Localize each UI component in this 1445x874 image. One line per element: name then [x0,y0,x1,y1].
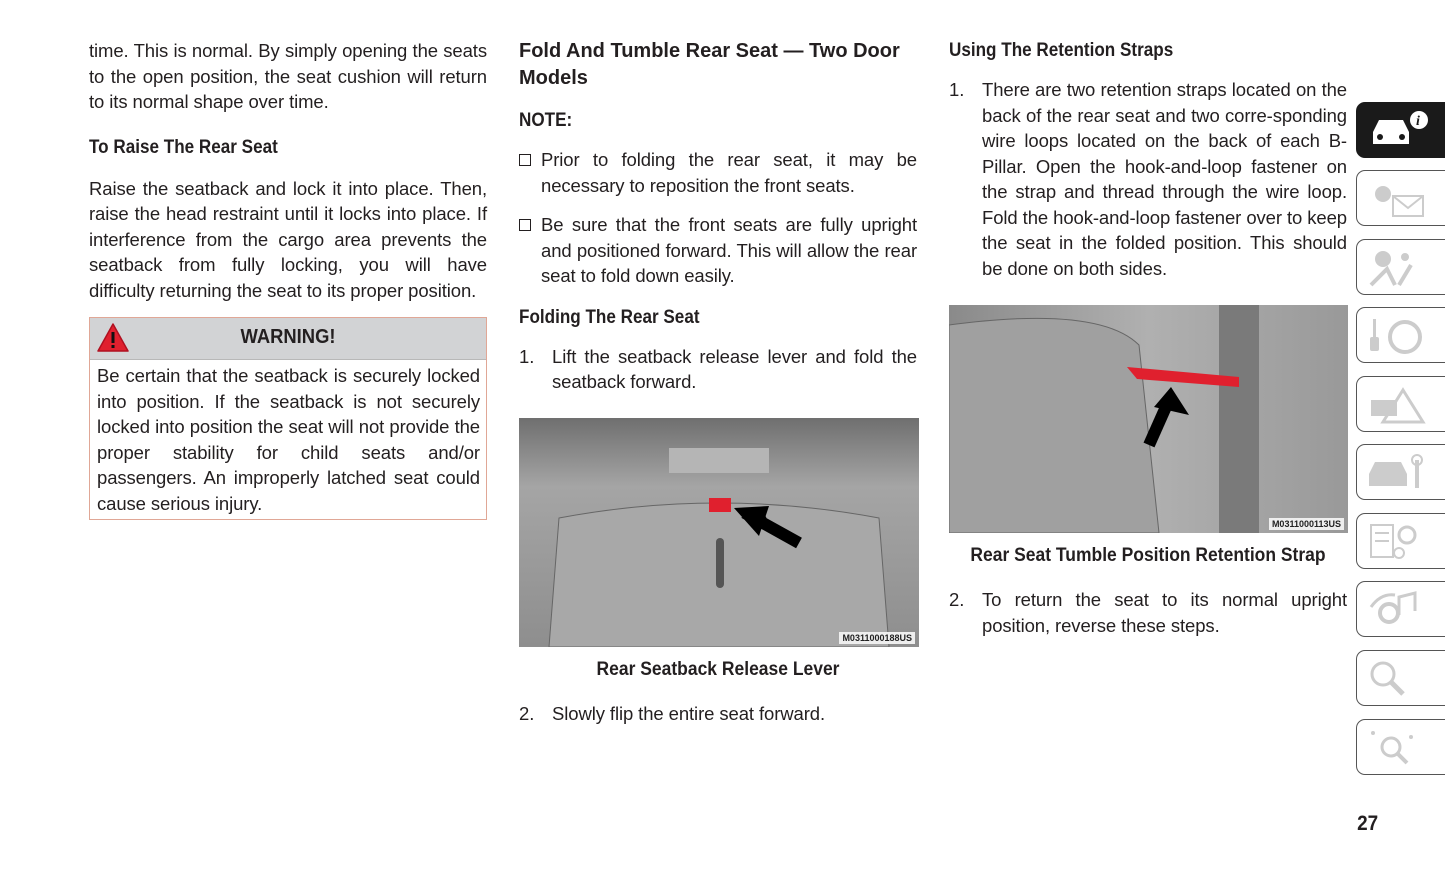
step-item: 1. There are two retention straps located on the back of the rear seat and two corre-sponding wire loops located on the back of each B-Pillar. Open the hook-and-loop fastener on the strap and thread through the wire loop. Fold the hook-and-loop fastener over to keep the seat in the folded position. This should be done on both sides. [949,79,1347,279]
airbag-seat-icon [1365,247,1435,287]
section-heading: Fold And Tumble Rear Seat — Two Door Models [519,40,900,89]
step-item: 2. Slowly flip the entire seat forward. [519,702,825,724]
warning-car-icon [1365,384,1435,424]
tab-index[interactable] [1356,719,1445,775]
raise-heading: To Raise The Rear Seat [89,136,278,158]
key-steering-icon [1365,315,1435,355]
index-icon [1365,727,1435,767]
lights-message-icon [1365,178,1435,218]
car-info-icon [1365,110,1435,150]
folding-heading: Folding The Rear Seat [519,306,700,328]
tab-servicing[interactable] [1356,444,1445,500]
figure-code: M0311000188US [839,632,915,644]
tab-lights-messages[interactable] [1356,170,1445,226]
intro-text: time. This is normal. By simply opening the seats to the open position, the seat cushion will return to its normal shape over time. [89,40,487,112]
step-item: 2. To return the seat to its normal upright position, reverse these steps. [949,589,1347,636]
column-3 [949,38,1347,638]
tab-multimedia[interactable] [1356,581,1445,637]
car-wrench-icon [1365,452,1435,492]
strap-illustration [949,305,1348,533]
tab-specifications[interactable] [1356,513,1445,569]
figure-caption: Rear Seatback Release Lever [596,658,840,680]
note-label: NOTE: [519,110,573,131]
checkbox-bullet-icon [519,154,531,166]
svg-text:i: i [1416,114,1420,129]
tab-search[interactable] [1356,650,1445,706]
column-2 [519,38,917,726]
warning-box [89,317,487,520]
note-item: Be sure that the front seats are fully upright and positioned forward. This will allow the rear seat to fold down easily. [519,212,917,289]
seatback-release-figure [519,418,919,647]
warning-title: WARNING! [240,326,336,348]
tab-safety[interactable] [1356,239,1445,295]
figure-caption: Rear Seat Tumble Position Retention Strap [970,545,1326,566]
note-item: Prior to folding the rear seat, it may be necessary to reposition the front seats. [519,147,917,198]
tab-starting-operating[interactable] [1356,307,1445,363]
tab-emergency[interactable] [1356,376,1445,432]
seat-illustration [519,418,919,647]
column-1 [89,38,487,520]
settings-list-icon [1365,521,1435,561]
warning-header [90,318,486,360]
raise-text: Raise the seatback and lock it into place. Then, raise the head restraint until it locks into place. If interference from the cargo area prevents the seatback from fully locking, you will have difficulty returning the seat to its proper position. [89,177,487,301]
search-icon [1365,658,1435,698]
retention-strap-figure [949,305,1348,533]
warning-text: Be certain that the seatback is securely locked into position. If the seatback is not securely locked into position the seat will not provide the proper stability for child seats and/or passengers. An improperly latched seat could cause serious injury. [97,365,480,514]
retention-heading: Using The Retention Straps [949,40,1174,61]
step-item: 1. Lift the seatback release lever and fold the seatback forward. [519,345,917,392]
multimedia-icon [1365,589,1435,629]
figure-code: M0311000113US [1269,518,1344,530]
tab-car-info[interactable] [1356,102,1445,158]
page-number: 27 [1357,812,1379,835]
checkbox-bullet-icon [519,219,531,231]
